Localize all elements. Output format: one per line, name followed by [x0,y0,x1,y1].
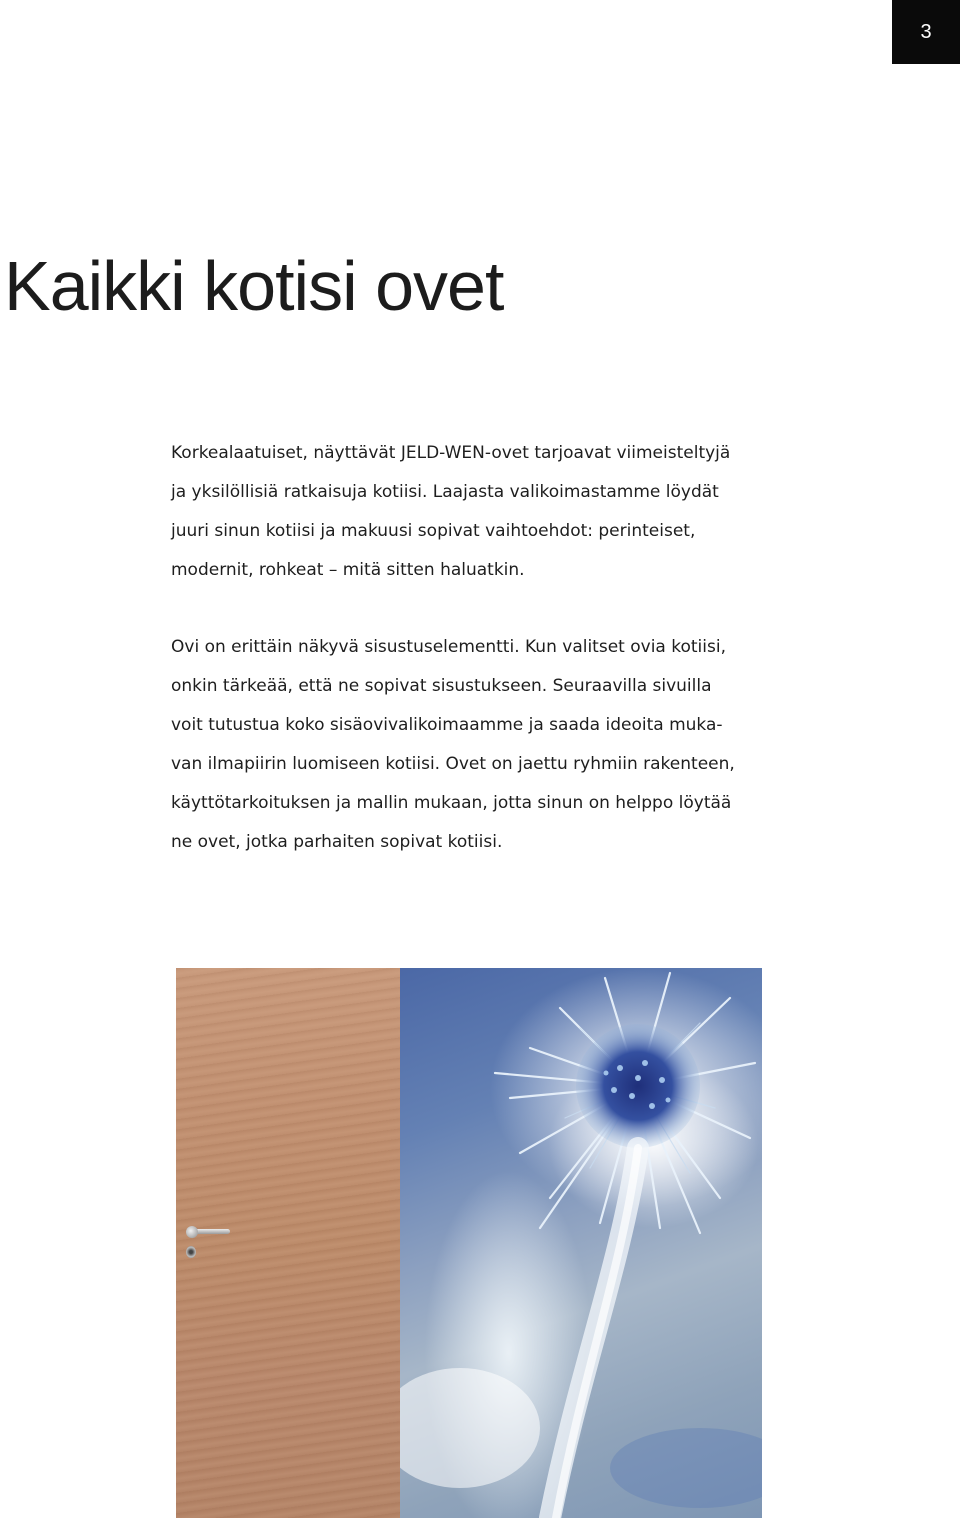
text-line: Korkealaatuiset, näyttävät JELD-WEN-ovet tarjoavat viimeisteltyjä [171,443,731,463]
thistle-flower-image [400,968,762,1518]
keyhole-icon [186,1246,196,1258]
text-line: käyttötarkoituksen ja mallin mukaan, jotta sinun on helppo löytää [171,793,732,813]
text-line: juuri sinun kotiisi ja makuusi sopivat vaihtoehdot: perinteiset, [171,521,696,541]
wooden-door-image [176,968,400,1518]
page-title: Kaikki kotisi ovet [4,247,504,325]
text-line: Ovi on erittäin näkyvä sisustuselementti. Kun valitset ovia kotiisi, [171,637,726,657]
text-line: ne ovet, jotka parhaiten sopivat kotiisi. [171,832,503,852]
page-number: 3 [920,20,932,43]
page-number-badge [892,0,960,64]
text-line: van ilmapiirin luomiseen kotiisi. Ovet on jaettu ryhmiin rakenteen, [171,754,735,774]
hero-photo [176,968,762,1518]
intro-paragraph-2 [171,628,811,862]
door-handle-rose [186,1226,198,1238]
text-line: onkin tärkeää, että ne sopivat sisustukseen. Seuraavilla sivuilla [171,676,712,696]
text-line: ja yksilöllisiä ratkaisuja kotiisi. Laajasta valikoimastamme löydät [171,482,719,502]
text-line: modernit, rohkeat – mitä sitten haluatkin. [171,560,525,580]
thistle-flower-graphic [400,968,762,1518]
text-line: voit tutustua koko sisäovivalikoimaamme ja saada ideoita muka- [171,715,723,735]
intro-paragraph-1 [171,434,811,590]
